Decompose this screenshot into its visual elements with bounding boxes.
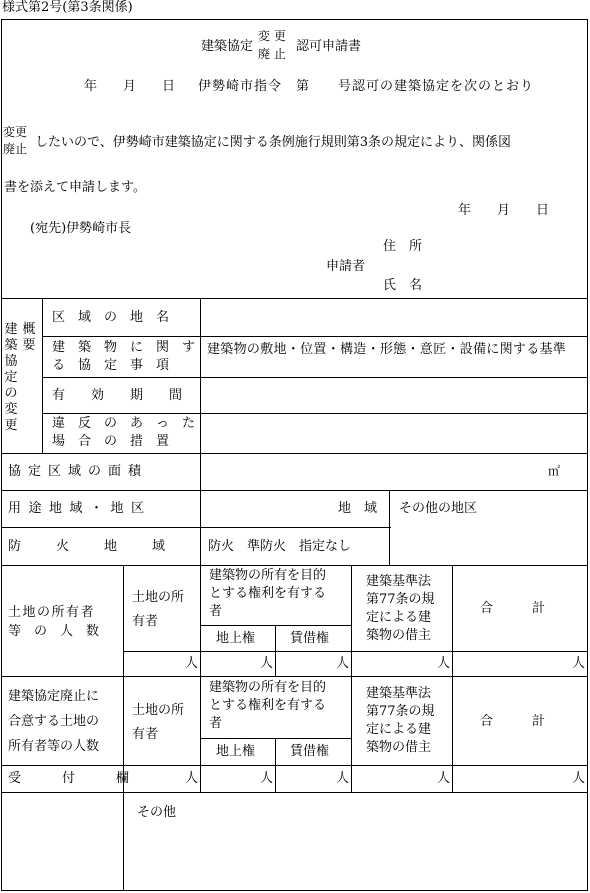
addressee: (宛先)伊勢崎市長 — [30, 221, 132, 236]
reception-unit-surface: 人 — [260, 771, 274, 786]
title-option-change: 変 更 — [258, 29, 286, 43]
owners-col-art77: 建築基準法 — [366, 574, 432, 589]
owners-label: 土地の所有者 — [8, 605, 96, 620]
overview-agreement-label: 建 築 物 に 関 す — [52, 340, 196, 355]
form-number-label: 様式第2号(第3条関係) — [2, 0, 133, 15]
abolish-col-art77-3: 定による建 — [366, 722, 432, 737]
applicant-address-label: 住 所 — [383, 239, 423, 254]
reception-unit-lease: 人 — [336, 771, 350, 786]
abolish-col-owner-2: 有者 — [132, 727, 159, 742]
owners-col-owner-2: 有者 — [132, 614, 159, 629]
applicant-name-label: 氏 名 — [383, 278, 423, 293]
abolish-sub-surface: 地上権 — [216, 744, 256, 759]
abolish-col-total: 合 計 — [480, 714, 546, 729]
owners-sub-lease: 賃借権 — [290, 631, 330, 646]
overview-violation-label: 違 反 の あ っ た — [52, 416, 196, 431]
abolish-col-owner: 土地の所 — [132, 703, 185, 718]
abolish-col-rights-2: とする権利を有する — [209, 698, 327, 713]
owners-unit-owner: 人 — [185, 656, 199, 671]
reception-label: 受 付 欄 — [8, 771, 144, 786]
abolish-col-art77-2: 第77条の規 — [366, 704, 435, 719]
abolish-col-rights-3: 者 — [209, 716, 223, 731]
overview-validity-label: 有 効 期 間 — [52, 388, 183, 403]
area-unit: ㎡ — [548, 464, 561, 478]
abolish-col-art77: 建築基準法 — [366, 686, 432, 701]
owners-unit-surface: 人 — [260, 656, 274, 671]
owners-sub-surface: 地上権 — [216, 631, 256, 646]
zone-district-label: その他の地区 — [399, 501, 478, 516]
owners-unit-art77: 人 — [437, 656, 451, 671]
owners-col-art77-2: 第77条の規 — [366, 592, 435, 607]
abolish-sub-lease: 賃借権 — [290, 744, 330, 759]
fire-label: 防 火 地 域 — [8, 539, 177, 554]
owners-col-owner: 土地の所 — [132, 590, 185, 605]
intro-option-abolish: 廃止 — [3, 142, 28, 156]
submit-date: 年 月 日 — [458, 203, 550, 218]
zone-label: 用途地域・地区 — [8, 501, 152, 516]
title-suffix: 認可申請書 — [296, 39, 362, 54]
owners-col-rights-3: 者 — [209, 604, 223, 619]
reception-unit-owner: 人 — [185, 771, 199, 786]
overview-side-label: 建築協定の変更 — [4, 322, 18, 433]
overview-side-sublabel: 概要 — [22, 322, 36, 353]
intro-date: 年 月 日 — [84, 79, 176, 94]
zone-area-label: 地 域 — [338, 501, 378, 516]
owners-col-rights-2: とする権利を有する — [209, 586, 327, 601]
overview-agreement-value[interactable]: 建築物の敷地・位置・構造・形態・意匠・設備に関する基準 — [207, 342, 567, 357]
abolish-label-2: 合意する土地の — [8, 714, 100, 729]
intro-line2: したいので、伊勢崎市建築協定に関する条例施行規則第3条の規定により、関係図 — [35, 135, 512, 150]
other-label: その他 — [137, 805, 177, 820]
reception-unit-art77: 人 — [437, 771, 451, 786]
overview-agreement-label-2: る 協 定 事 項 — [52, 358, 170, 373]
overview-area-name-label: 区 域 の 地 名 — [52, 310, 170, 325]
title-option-abolish: 廃 止 — [258, 47, 286, 61]
intro-line3: 書を添えて申請します。 — [4, 180, 146, 195]
owners-col-total: 合 計 — [480, 601, 546, 616]
reception-unit-total: 人 — [572, 771, 586, 786]
title-prefix: 建築協定 — [201, 39, 254, 54]
owners-unit-lease: 人 — [336, 656, 350, 671]
owners-col-art77-4: 築物の借主 — [366, 628, 432, 643]
area-label: 協定区域の面積 — [8, 464, 149, 479]
overview-violation-label-2: 場 合 の 措 置 — [52, 434, 170, 449]
owners-col-art77-3: 定による建 — [366, 610, 432, 625]
abolish-col-art77-4: 築物の借主 — [366, 740, 432, 755]
owners-col-rights: 建築物の所有を目的 — [209, 568, 327, 583]
abolish-label-3: 所有者等の人数 — [8, 739, 100, 754]
abolish-label: 建築協定廃止に — [8, 689, 100, 704]
intro-line1: 伊勢崎市指令 第 号認可の建築協定を次のとおり — [198, 79, 535, 94]
abolish-col-rights: 建築物の所有を目的 — [209, 680, 327, 695]
intro-option-change: 変更 — [3, 125, 28, 139]
owners-unit-total: 人 — [572, 656, 586, 671]
owners-label-2: 等 の 人 数 — [8, 624, 100, 639]
fire-options[interactable]: 防火 準防火 指定なし — [208, 539, 352, 554]
applicant-label: 申請者 — [326, 259, 366, 274]
